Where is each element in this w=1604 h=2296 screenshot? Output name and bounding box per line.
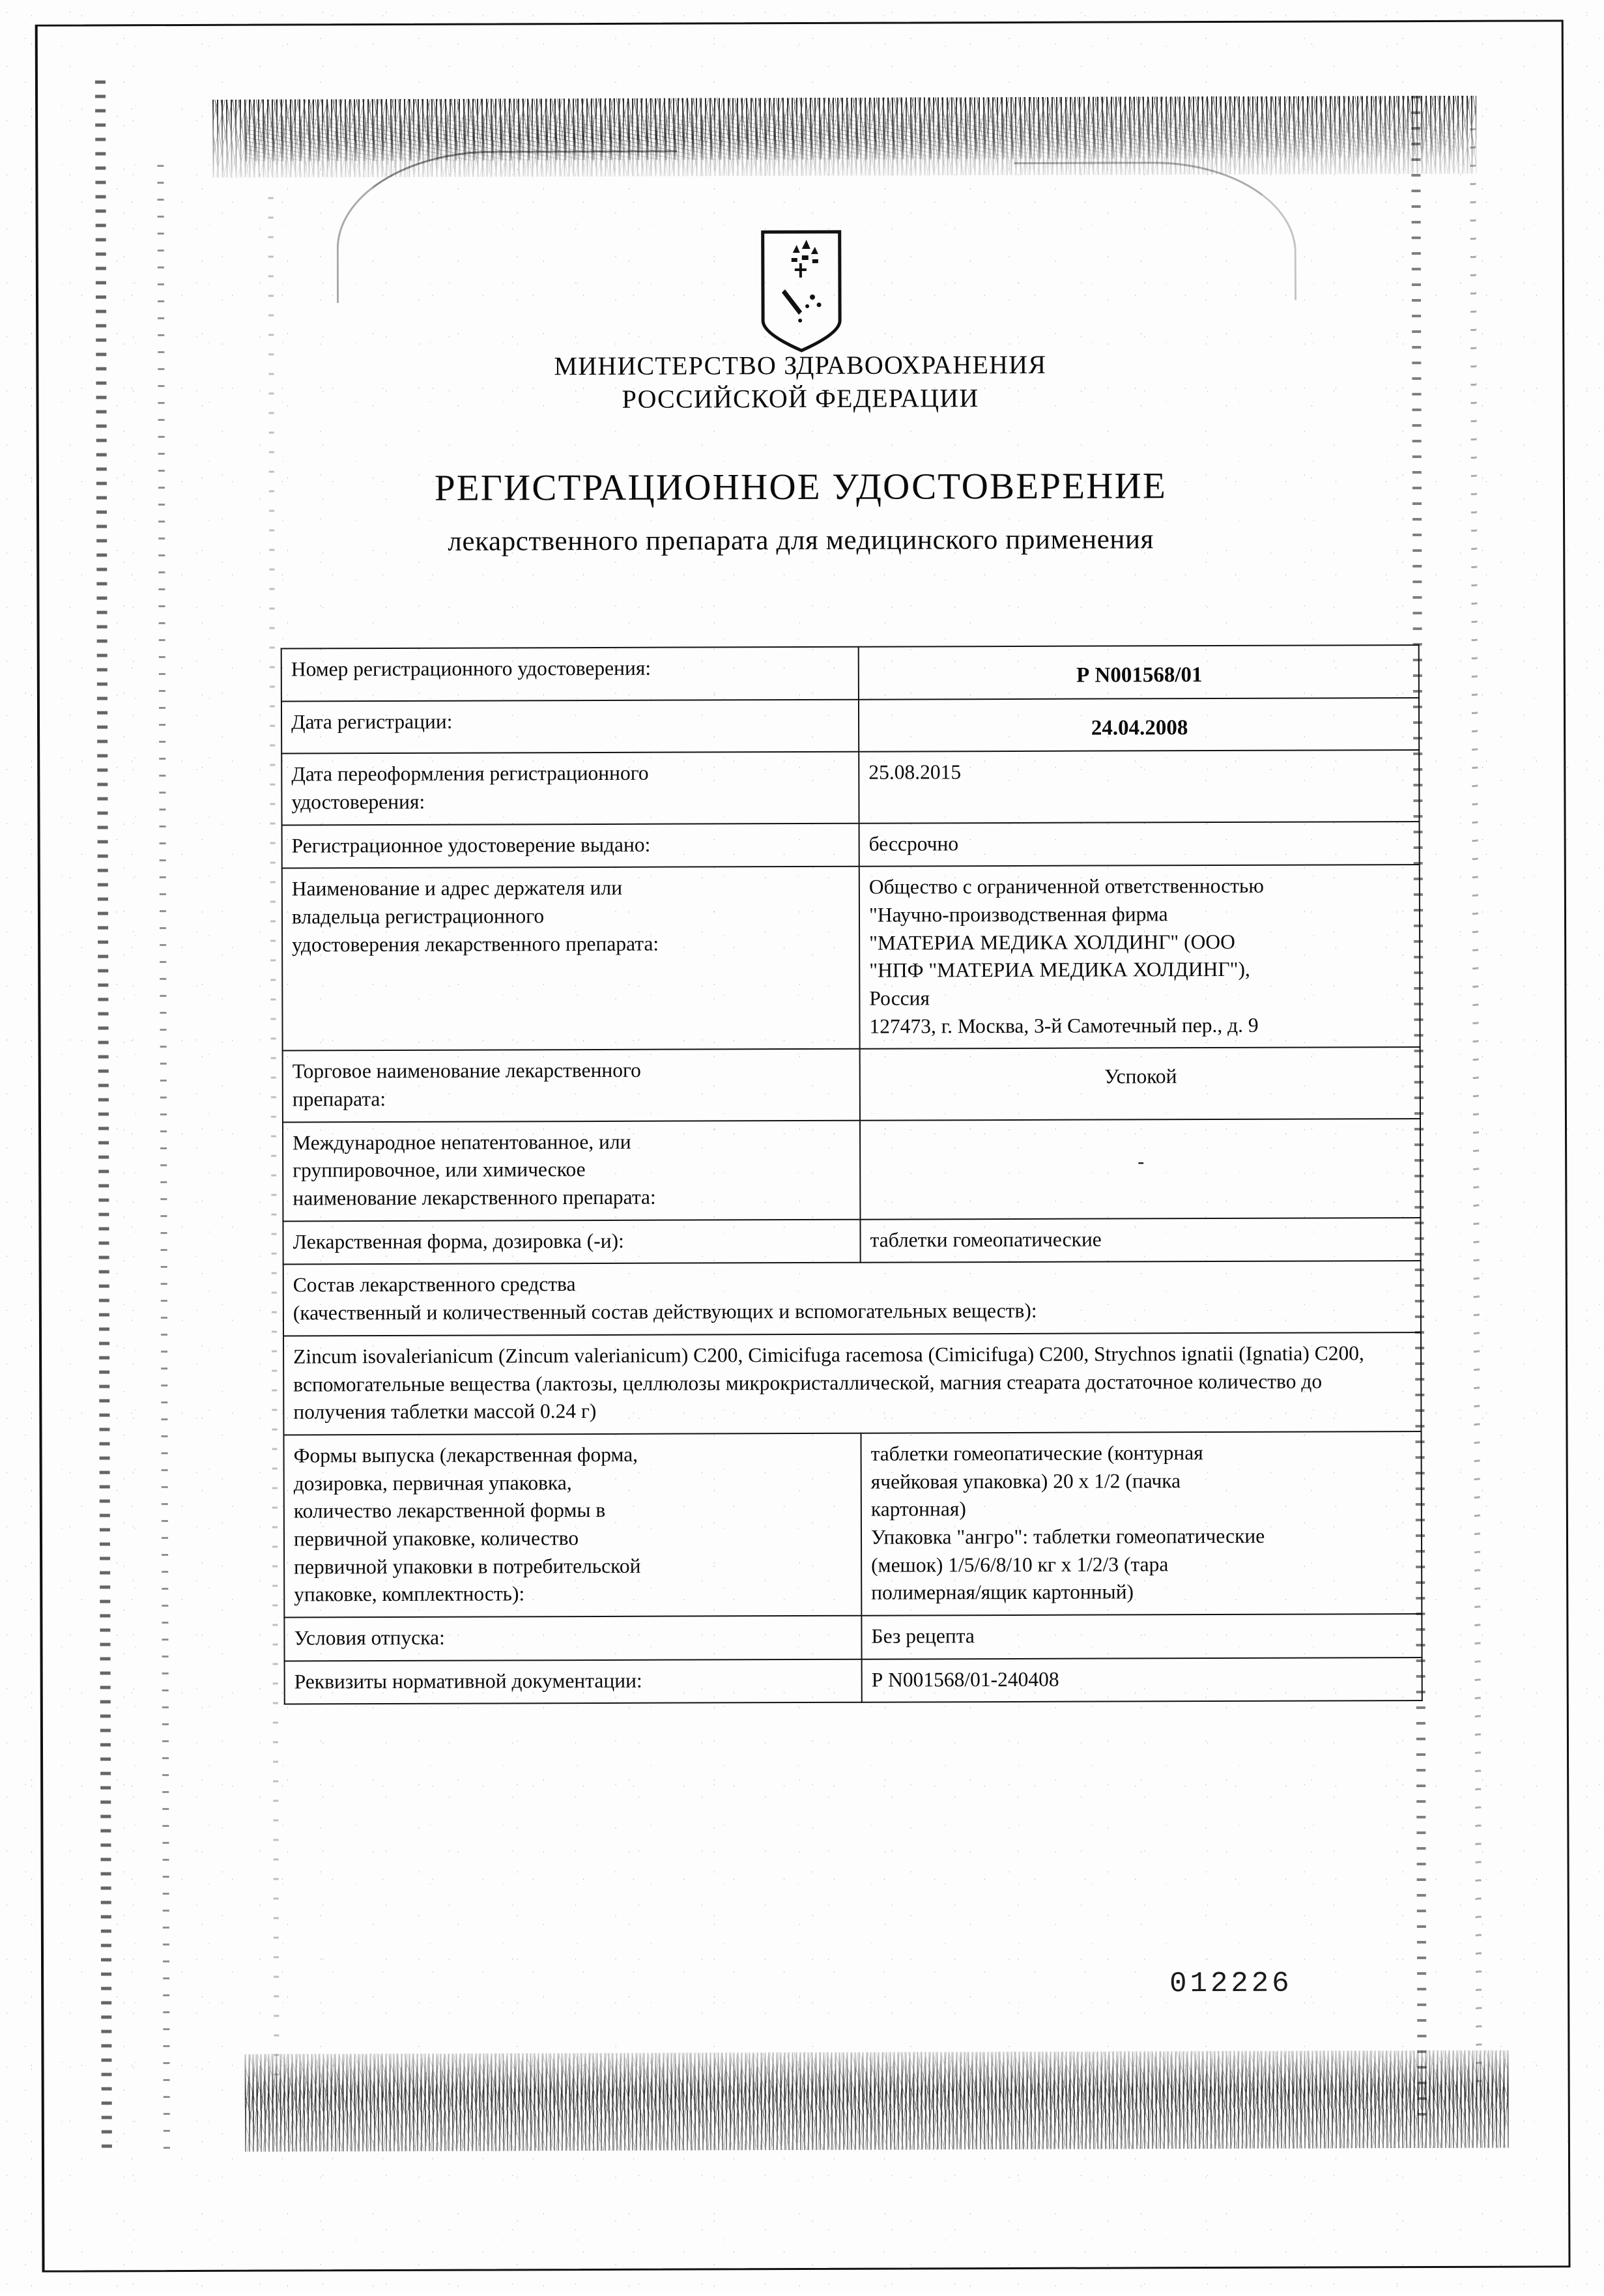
inn-empty-dash: - [1138, 1151, 1145, 1173]
table-row [281, 645, 1419, 701]
registration-number-text: Р N001568/01 [1076, 663, 1203, 687]
row-value-validity: бессрочно [859, 822, 1420, 867]
table-row [283, 1218, 1420, 1265]
table-row [283, 1431, 1422, 1618]
table-row [284, 1614, 1422, 1661]
composition-header: Состав лекарственного средства (качественный и количественный состав действующих и вспомогательных веществ): [283, 1261, 1421, 1336]
row-label-registration-number: Номер регистрационного удостоверения: [281, 647, 859, 701]
composition-body: Zincum isovalerianicum (Zincum valerianicum) C200, Cimicifuga racemosa (Cimicifuga) C200, Strychnos ignatii (Ignatia) C200, вспомогательные вещества (лактозы, целлюлозы микрокристаллической, магния стеарата достаточное количество до получения таблетки массой 0.24 г) [283, 1332, 1421, 1435]
table-row [283, 1119, 1420, 1222]
registration-table [281, 644, 1423, 1705]
row-label-holder: Наименование и адрес держателя или владельца регистрационного удостоверения лекарственного препарата: [282, 867, 860, 1051]
table-row [282, 822, 1420, 868]
row-label-validity: Регистрационное удостоверение выдано: [282, 823, 859, 868]
row-label-package-forms: Формы выпуска (лекарственная форма, дозировка, первичная упаковка, количество лекарственной формы в первичной упаковке, количество первичной упаковки в потребительской упаковке, комплектность): [283, 1433, 861, 1618]
table-row-composition-header [283, 1261, 1421, 1336]
row-label-registration-date: Дата регистрации: [281, 699, 859, 753]
row-label-inn: Международное непатентованное, или группировочное, или химическое наименование лекарственного препарата: [283, 1121, 860, 1222]
row-value-registration-date [859, 698, 1419, 752]
row-value-inn [860, 1119, 1420, 1220]
page-title: РЕГИСТРАЦИОННОЕ УДОСТОВЕРЕНИЕ [434, 465, 1167, 509]
table-row [282, 865, 1420, 1051]
row-value-trade-name: Успокой [860, 1047, 1420, 1120]
registration-table-body [281, 645, 1422, 1704]
row-value-dosage-form: таблетки гомеопатические [860, 1218, 1420, 1263]
row-value-package-forms: таблетки гомеопатические (контурная ячейковая упаковка) 20 х 1/2 (пачка картонная) Упаковка "ангро": таблетки гомеопатические (мешок) 1/5/6/8/10 кг х 1/2/3 (тара полимерная/ящик картонный) [861, 1431, 1422, 1616]
ministry-line-1: МИНИСТЕРСТВО ЗДРАВООХРАНЕНИЯ [554, 349, 1047, 381]
row-label-normative-docs: Реквизиты нормативной документации: [285, 1659, 862, 1704]
table-row [281, 750, 1419, 825]
row-label-dispensing: Условия отпуска: [284, 1616, 861, 1661]
coat-of-arms-icon [759, 229, 844, 353]
row-label-reissue-date: Дата переоформления регистрационного удостоверения: [281, 752, 859, 825]
row-value-dispensing: Без рецепта [861, 1614, 1422, 1659]
row-value-holder: Общество с ограниченной ответственностью "Научно-производственная фирма "МАТЕРИА МЕДИКА ХОЛДИНГ" (ООО "НПФ "МАТЕРИА МЕДИКА ХОЛДИНГ"), Россия 127473, г. Москва, 3-й Самотечный пер., д. 9 [859, 865, 1420, 1049]
table-row [281, 698, 1419, 754]
page-subtitle: лекарственного препарата для медицинского применения [448, 524, 1154, 557]
table-row-composition-body [283, 1332, 1421, 1435]
ministry-heading [0, 346, 1603, 418]
registration-date-text: 24.04.2008 [1091, 715, 1188, 740]
ministry-line-2: РОССИЙСКОЙ ФЕДЕРАЦИИ [622, 383, 979, 414]
row-value-registration-number [859, 645, 1419, 699]
serial-number: 012226 [1169, 1967, 1293, 2001]
row-label-dosage-form: Лекарственная форма, дозировка (-и): [283, 1220, 860, 1265]
table-row [285, 1657, 1422, 1704]
row-value-reissue-date: 25.08.2015 [859, 750, 1419, 823]
row-value-normative-docs: Р N001568/01-240408 [862, 1657, 1422, 1702]
row-label-trade-name: Торговое наименование лекарственного препарата: [283, 1049, 860, 1122]
table-row [283, 1047, 1420, 1122]
